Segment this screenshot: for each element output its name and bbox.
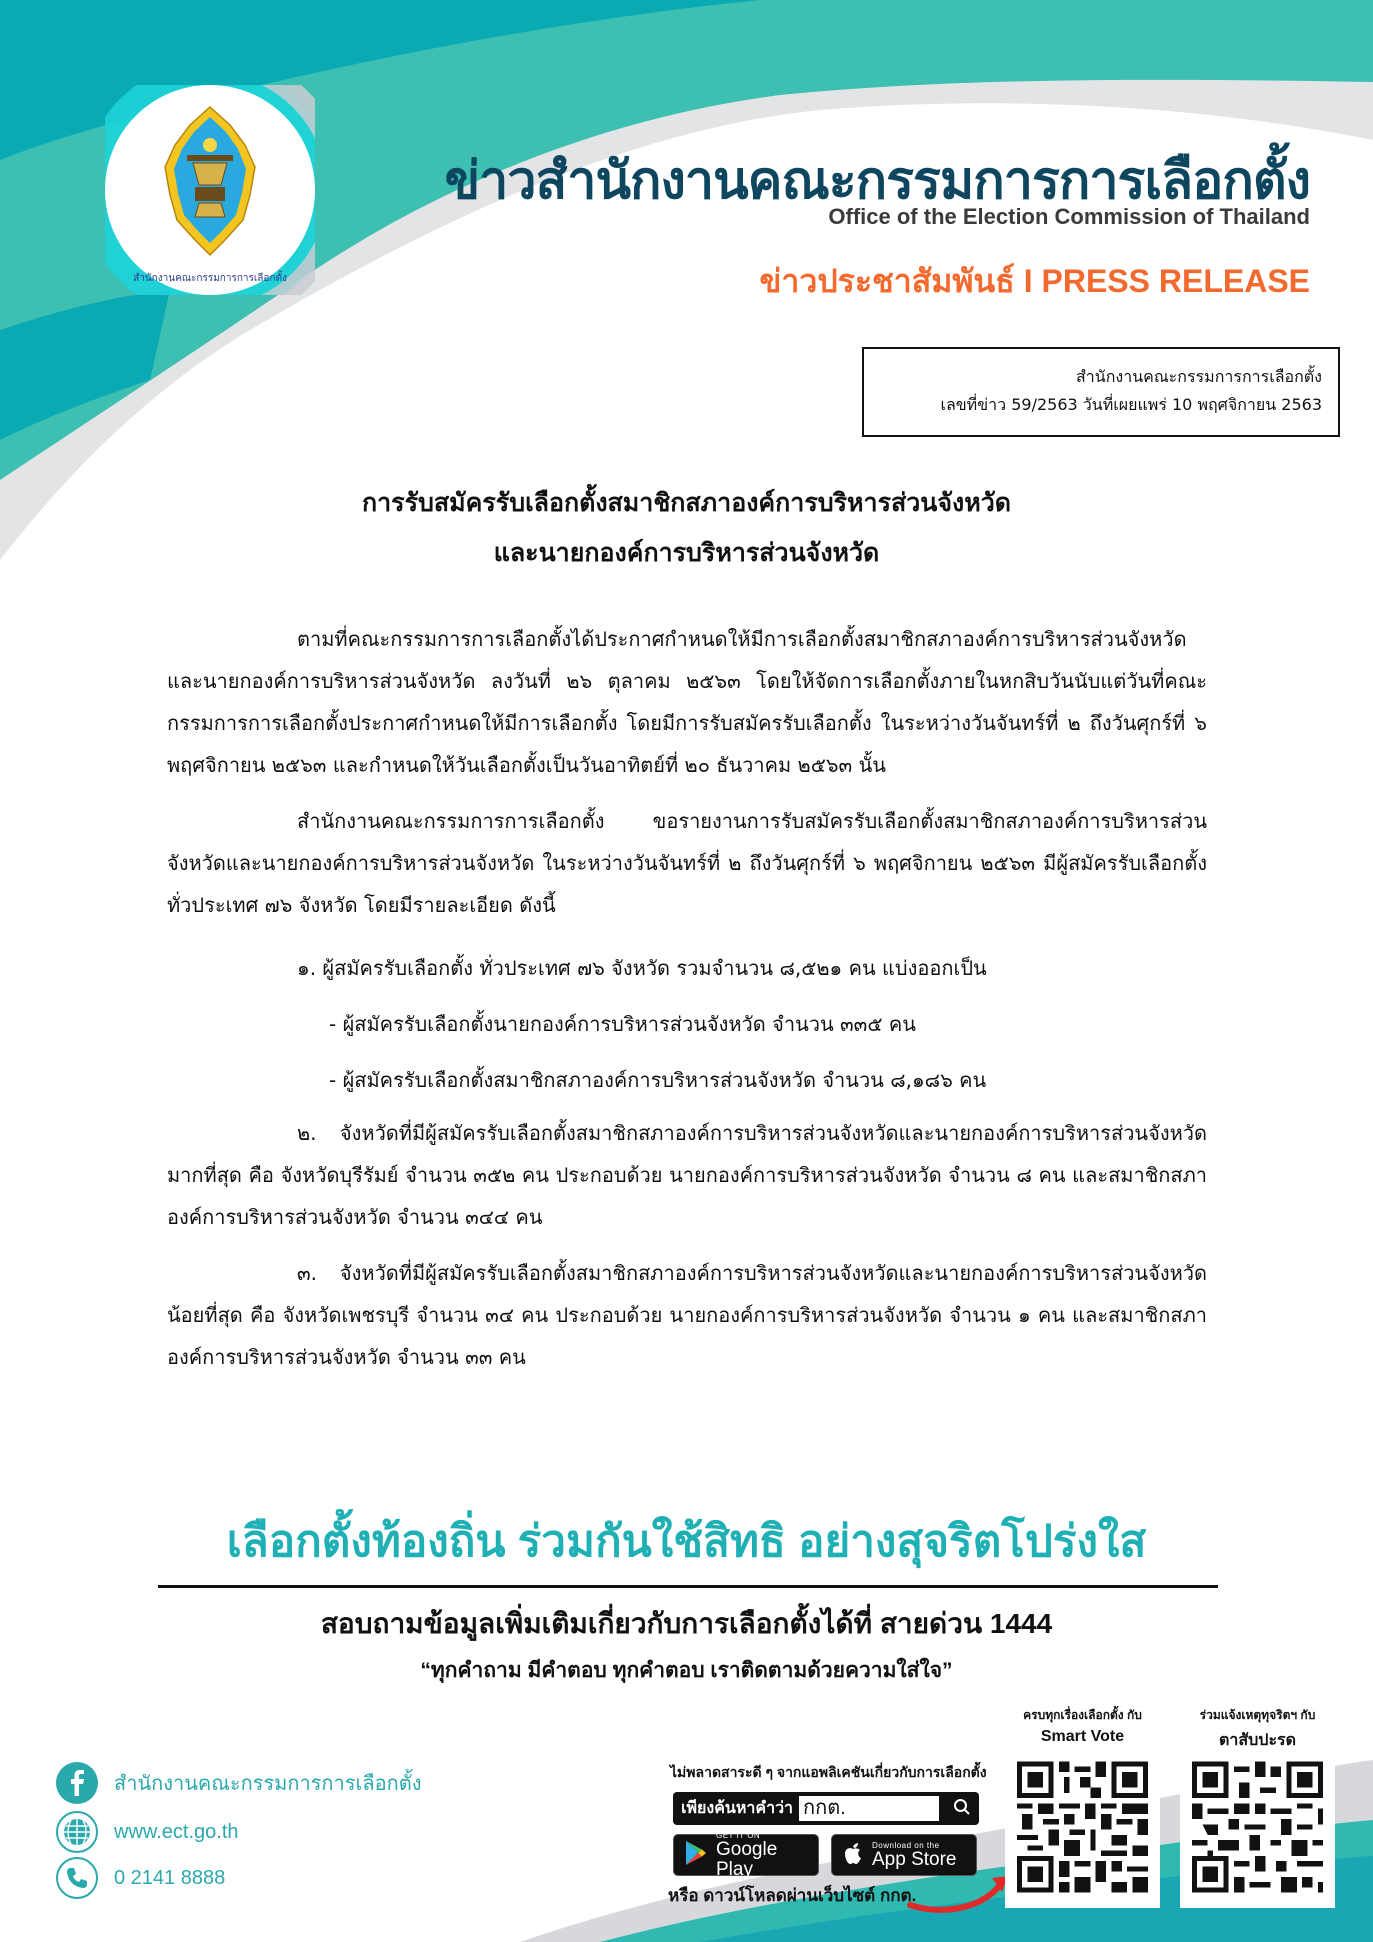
document-title-line2: และนายกองค์การบริหารส่วนจังหวัด [493,538,880,567]
search-label: เพียงค้นหาคำว่า [681,1800,794,1817]
facebook-page-name: สำนักงานคณะกรรมการการเลือกตั้ง [114,1773,422,1795]
qr-smart-vote-name: Smart Vote [1040,1728,1125,1745]
qr-tasapparot-caption: ร่วมแจ้งเหตุทุจริตฯ กับ [1199,1708,1316,1722]
list-item-1: ๑. ผู้สมัครรับเลือกตั้ง ทั่วประเทศ ๗๖ จังหวัด รวมจำนวน ๘,๕๒๑ คน แบ่งออกเป็น [297,956,987,980]
contact-website[interactable] [56,1811,239,1853]
qr-code-icon [1017,1760,1148,1894]
paragraph-2: สำนักงานคณะกรรมการการเลือกตั้ง ขอรายงานการรับสมัครรับเลือกตั้งสมาชิกสภาองค์การบริหารส่วนจังหวัดและนายกองค์การบริหารส่วนจังหวัด ในระหว่างวันจันทร์ที่ ๒ ถึงวันศุกร์ที่ ๖ พฤศจิกายน ๒๕๖๓ มีผู้สมัครรับเลือกตั้งทั่วประเทศ ๗๖ จังหวัด โดยมีรายละเอียด ดังนี้ [167,809,1207,917]
list-item-2: ๒. จังหวัดที่มีผู้สมัครรับเลือกตั้งสมาชิกสภาองค์การบริหารส่วนจังหวัดและนายกองค์การบริหารส่วนจังหวัดมากที่สุด คือ จังหวัดบุรีรัมย์ จำนวน ๓๕๒ คน ประกอบด้วย นายกองค์การบริหารส่วนจังหวัด จำนวน ๘ คน และสมาชิกสภาองค์การบริหารส่วนจังหวัด จำนวน ๓๔๔ คน [167,1121,1207,1229]
svg-text:สำนักงานคณะกรรมการการเลือกตั้ง: สำนักงานคณะกรรมการการเลือกตั้ง [133,273,287,284]
facebook-icon [56,1762,98,1804]
app-store-small-text: Download on the [872,1840,940,1850]
document-title-line1: การรับสมัครรับเลือกตั้งสมาชิกสภาองค์การบริหารส่วนจังหวัด [362,488,1011,517]
apple-icon [842,1840,864,1870]
google-play-small-text: GET IT ON [716,1830,761,1840]
campaign-slogan: เลือกตั้งท้องถิ่น ร่วมกันใช้สิทธิ อย่างสุจริตโปร่งใส [226,1517,1147,1566]
qr-tasapparot-name: ตาสับปะรด [1218,1732,1297,1749]
qr-smart-vote-heading [995,1706,1170,1746]
app-store-big-text: App Store [872,1848,957,1870]
header-subtitle-en: Office of the Election Commission of Thailand [828,204,1310,229]
app-search-banner [673,1792,979,1825]
qr-tasapparot-heading [1170,1706,1345,1753]
phone-icon [56,1857,98,1899]
phone-number: 0 2141 8888 [114,1866,226,1889]
download-website-note: หรือ ดาวน์โหลดผ่านเว็บไซต์ กกต. [668,1886,917,1905]
qr-code-smart-vote[interactable] [1005,1750,1160,1908]
paragraph-1: ตามที่คณะกรรมการการเลือกตั้งได้ประกาศกำหนดให้มีการเลือกตั้งสมาชิกสภาองค์การบริหารส่วนจังหวัดและนายกองค์การบริหารส่วนจังหวัด ลงวันที่ ๒๖ ตุลาคม ๒๕๖๓ โดยให้จัดการเลือกตั้งภายในหกสิบวันนับแต่วันที่คณะกรรมการการเลือกตั้งประกาศกำหนดให้มีการเลือกตั้ง โดยมีการรับสมัครรับเลือกตั้ง ในระหว่างวันจันทร์ที่ ๒ ถึงวันศุกร์ที่ ๖ พฤศจิกายน ๒๕๖๓ และกำหนดให้วันเลือกตั้งเป็นวันอาทิตย์ที่ ๒๐ ธันวาคม ๒๕๖๓ นั้น [167,627,1207,777]
globe-icon [56,1811,98,1853]
motto-text: “ทุกคำถาม มีคำตอบ ทุกคำตอบ เราติดตามด้วยความใส่ใจ” [420,1659,953,1682]
search-icon [953,1798,971,1820]
reference-box [862,347,1340,437]
app-store-button[interactable] [831,1834,977,1876]
search-keyword: กกต. [799,1796,939,1821]
document-body [167,618,1207,1392]
qr-code-tasapparot[interactable] [1180,1750,1335,1908]
qr-smart-vote-caption: ครบทุกเรื่องเลือกตั้ง กับ [1023,1708,1142,1722]
contact-facebook[interactable] [56,1762,421,1804]
apps-caption: ไม่พลาดสาระดี ๆ จากแอพลิเคชันเกี่ยวกับการเลือกตั้ง [670,1764,987,1780]
hotline-text: สอบถามข้อมูลเพิ่มเติมเกี่ยวกับการเลือกตั้งได้ที่ สายด่วน 1444 [320,1608,1053,1639]
list-subitem-2: - ผู้สมัครรับเลือกตั้งสมาชิกสภาองค์การบริหารส่วนจังหวัด จำนวน ๘,๑๘๖ คน [329,1068,987,1092]
website-url: www.ect.go.th [114,1820,239,1843]
list-subitem-1: - ผู้สมัครรับเลือกตั้งนายกองค์การบริหารส่วนจังหวัด จำนวน ๓๓๕ คน [329,1012,916,1036]
list-item-3: ๓. จังหวัดที่มีผู้สมัครรับเลือกตั้งสมาชิกสภาองค์การบริหารส่วนจังหวัดและนายกองค์การบริหารส่วนจังหวัดน้อยที่สุด คือ จังหวัดเพชรบุรี จำนวน ๓๔ คน ประกอบด้วย นายกองค์การบริหารส่วนจังหวัด จำนวน ๑ คน และสมาชิกสภาองค์การบริหารส่วนจังหวัด จำนวน ๓๓ คน [167,1261,1207,1369]
contact-phone[interactable] [56,1857,225,1899]
header-title: ข่าวสำนักงานคณะกรรมการการเลือกตั้ง [444,152,1310,210]
divider [158,1585,1218,1588]
document-title [0,478,1373,578]
reference-number-date: เลขที่ข่าว 59/2563 วันที่เผยแพร่ 10 พฤศจิกายน 2563 [940,395,1322,414]
reference-office: สำนักงานคณะกรรมการการเลือกตั้ง [1076,367,1322,386]
press-release-label: ข่าวประชาสัมพันธ์ I PRESS RELEASE [759,263,1310,299]
ect-logo [105,85,315,295]
google-play-icon [684,1840,708,1870]
qr-code-icon [1192,1760,1323,1894]
google-play-big-text: Google Play [716,1838,778,1880]
google-play-button[interactable] [673,1830,819,1880]
